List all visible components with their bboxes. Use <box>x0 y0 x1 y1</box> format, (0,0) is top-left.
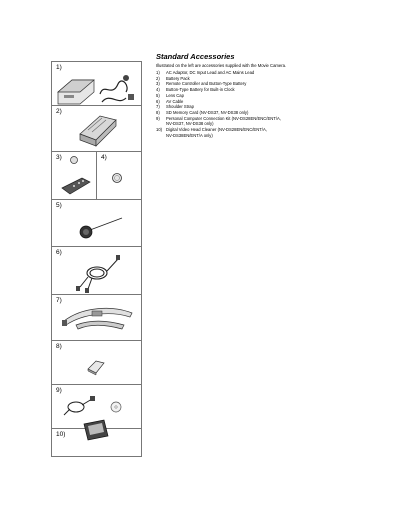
list-item: 8) SD Memory Card (NV-DS37, NV-DS38 only) <box>156 109 249 115</box>
accessory-label-10: 10) <box>56 431 66 438</box>
list-item: 3) Remote Controller and Button-Type Battery <box>156 81 247 87</box>
accessory-cell-3-4 <box>52 152 141 200</box>
sd-memory-card-icon <box>52 341 141 385</box>
accessory-cell-5 <box>52 200 141 247</box>
remote-controller-icon <box>52 152 96 200</box>
list-item: 10) Digital Video Head Cleaner (NV-DS28EN/ENC/ENT/A, NV-DS38EN/ENT/A only) <box>156 127 267 138</box>
accessory-cell-8 <box>52 341 141 385</box>
button-battery-icon <box>97 152 141 200</box>
ac-adaptor-icon <box>52 62 141 106</box>
intro-text: Illustrated on the left are accessories supplied with the Movie Camera. <box>156 63 287 68</box>
accessory-list <box>156 70 392 138</box>
lens-cap-icon <box>52 200 141 247</box>
accessory-label-8: 8) <box>56 343 62 350</box>
accessory-label-4: 4) <box>101 154 107 161</box>
accessory-label-2: 2) <box>56 108 62 115</box>
head-cleaner-icon <box>52 406 141 452</box>
accessory-cell-6 <box>52 247 141 295</box>
accessories-text-column <box>156 52 392 138</box>
list-item: 6) AV Cable <box>156 98 184 104</box>
accessory-illustration-panel <box>51 61 142 457</box>
accessory-cell-1 <box>52 62 141 106</box>
av-cable-icon <box>52 247 141 295</box>
accessory-label-1: 1) <box>56 64 62 71</box>
list-item: 2) Battery Pack <box>156 75 190 81</box>
list-item: 1) AC Adaptor, DC Input Lead and AC Mains Lead <box>156 70 255 75</box>
shoulder-strap-icon <box>52 295 141 341</box>
section-title: Standard Accessories <box>156 52 235 61</box>
list-item: 9) Personal Computer Connection Kit (NV-DS28EN/ENC/ENT/A, NV-DS37, NV-DS38 only) <box>156 115 281 127</box>
accessory-label-6: 6) <box>56 249 62 256</box>
accessory-label-9: 9) <box>56 387 62 394</box>
accessory-label-5: 5) <box>56 202 62 209</box>
accessory-cell-7 <box>52 295 141 341</box>
accessory-cell-2 <box>52 106 141 152</box>
list-item: 5) Lens Cap <box>156 92 184 98</box>
accessory-label-7: 7) <box>56 297 62 304</box>
list-item: 4) Button-Type Battery for Built-in Clock <box>156 87 235 93</box>
battery-pack-icon <box>52 106 141 152</box>
accessory-label-3: 3) <box>56 154 62 161</box>
list-item: 7) Shoulder Strap <box>156 104 194 110</box>
